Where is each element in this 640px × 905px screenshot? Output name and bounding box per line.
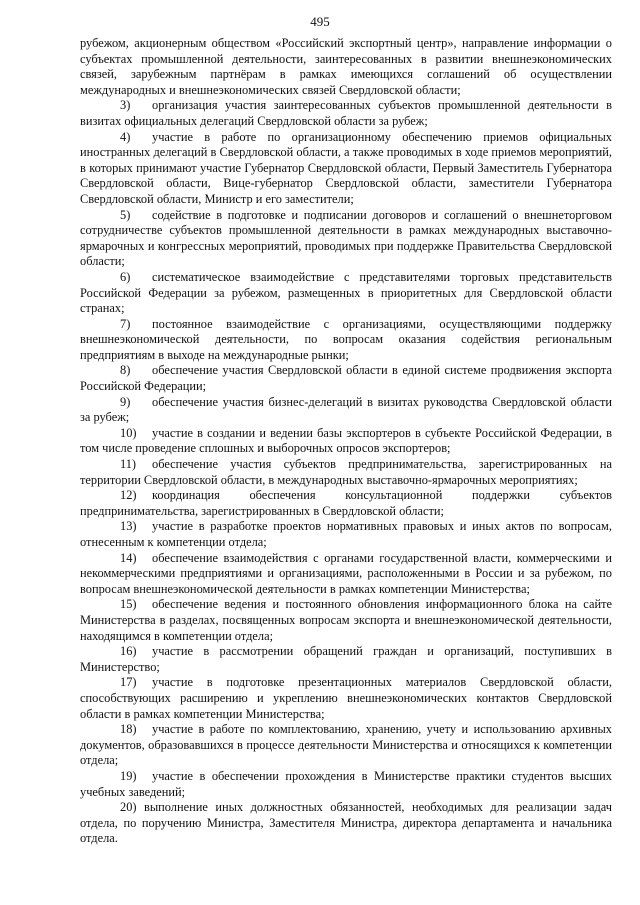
page-number: 495	[310, 14, 330, 29]
list-item	[80, 426, 612, 457]
item-text: обеспечение взаимодействия с органами государственной власти, коммерческими и некоммерческими предприятиями и организациями, расположенными в России и за рубежом, по вопросам внешнеэкономической деятельности в рамках компетенции Министерства;	[80, 550, 612, 596]
item-number: 13)	[120, 519, 137, 534]
item-text: участие в обеспечении прохождения в Министерстве практики студентов высших учебных заведений;	[80, 768, 612, 799]
document-body	[80, 36, 612, 847]
list-item	[80, 395, 612, 426]
item-number: 11)	[120, 457, 137, 472]
list-item	[80, 722, 612, 769]
item-number: 4)	[120, 129, 131, 144]
item-number: 16)	[120, 644, 137, 659]
list-item	[80, 675, 612, 722]
item-text: участие в создании и ведении базы экспортеров в субъекте Российской Федерации, в том числе проведение сплошных и выборочных опросов экспортеров;	[80, 425, 612, 456]
item-number: 10)	[120, 425, 137, 440]
item-number: 5)	[120, 207, 131, 222]
item-text: постоянное взаимодействие с организациями, осуществляющими поддержку внешнеэкономической деятельности, по вопросам оказания содействия региональным предприятиям в выходе на международные рынки;	[80, 316, 612, 362]
list-item	[80, 488, 612, 519]
item-text: координация обеспечения консультационной поддержки субъектов предпринимательства, зарегистрированных в Свердловской области;	[80, 488, 612, 518]
item-number: 8)	[120, 363, 131, 378]
intro-paragraph: рубежом, акционерным обществом «Российский экспортный центр», направление информации о субъектах промышленной деятельности, заинтересованных в развитии внешнеэкономических связей, зарубежным партнёрам в рамках имеющихся соглашений об осуществлении международных и внешнеэкономических связей Свердловской области;	[80, 36, 612, 97]
item-number: 9)	[120, 394, 131, 409]
item-text: содействие в подготовке и подписании договоров и соглашений о внешнеторговом сотрудничестве субъектов промышленной деятельности в рамках международных выставочно-ярмарочных и конгрессных мероприятий, проводимых при поддержке Правительства Свердловской области;	[80, 207, 612, 269]
item-text: участие в рассмотрении обращений граждан и организаций, поступивших в Министерство;	[80, 644, 612, 674]
item-number: 18)	[120, 722, 137, 737]
list-item	[80, 98, 612, 129]
final-paragraph: 20) выполнение иных должностных обязанностей, необходимых для реализации задач отдела, по поручению Министра, Заместителя Министра, директора департамента и начальника отдела.	[80, 800, 612, 846]
item-text: организация участия заинтересованных субъектов промышленной деятельности в визитах официальных делегаций Свердловской области за рубеж;	[80, 98, 612, 128]
item-text: участие в работе по комплектованию, хранению, учету и использованию архивных документов, образовавшихся в процессе деятельности Министерства и относящихся к компетенции отдела;	[80, 722, 612, 768]
item-number: 7)	[120, 316, 131, 331]
list-item	[80, 519, 612, 550]
list-item	[80, 317, 612, 364]
item-text: систематическое взаимодействие с представителями торговых представительств Российской Федерации за рубежом, размещенных в приоритетных для Свердловской области странах;	[80, 269, 612, 316]
item-text: участие в подготовке презентационных материалов Свердловской области, способствующих расширению и укреплению внешнеэкономических контактов Свердловской области в рамках компетенции Министерства;	[80, 675, 612, 721]
item-text: обеспечение участия Свердловской области в единой системе продвижения экспорта Российской Федерации;	[80, 363, 612, 394]
item-number: 14)	[120, 550, 137, 565]
list-item	[80, 208, 612, 270]
item-number: 15)	[120, 597, 137, 612]
list-item	[80, 130, 612, 208]
item-number: 3)	[120, 98, 131, 113]
list-item	[80, 551, 612, 598]
list-item	[80, 457, 612, 488]
list-item	[80, 597, 612, 644]
item-number: 12)	[120, 488, 137, 503]
item-text: обеспечение ведения и постоянного обновления информационного блока на сайте Министерства в разделах, посвященных вопросам экспорта и внешнеэкономической деятельности, находящимся в компетенции отдела;	[80, 597, 612, 643]
item-text: участие в работе по организационному обеспечению приемов официальных иностранных делегаций в Свердловской области, а также проводимых в ходе приемов мероприятий, в которых принимают участие Губернатор Свердловской области, Первый Заместитель Губернатора Свердловской области, Вице-губернатор Свердловской области, заместители Губернатора Свердловской области, Министр и его заместители;	[80, 129, 612, 206]
list-item	[80, 270, 612, 317]
item-text: участие в разработке проектов нормативных правовых и иных актов по вопросам, отнесенным к компетенции отдела;	[80, 519, 612, 549]
item-number: 17)	[120, 675, 137, 690]
list-item	[80, 769, 612, 800]
duties-list	[80, 98, 612, 800]
item-text: обеспечение участия субъектов предпринимательства, зарегистрированных на территории Свердловской области, в международных выставочно-ярмарочных мероприятиях;	[80, 457, 612, 487]
item-number: 19)	[120, 768, 137, 783]
list-item	[80, 363, 612, 394]
item-number: 6)	[120, 269, 131, 284]
item-text: обеспечение участия бизнес-делегаций в визитах руководства Свердловской области за рубеж;	[80, 394, 612, 425]
list-item	[80, 644, 612, 675]
